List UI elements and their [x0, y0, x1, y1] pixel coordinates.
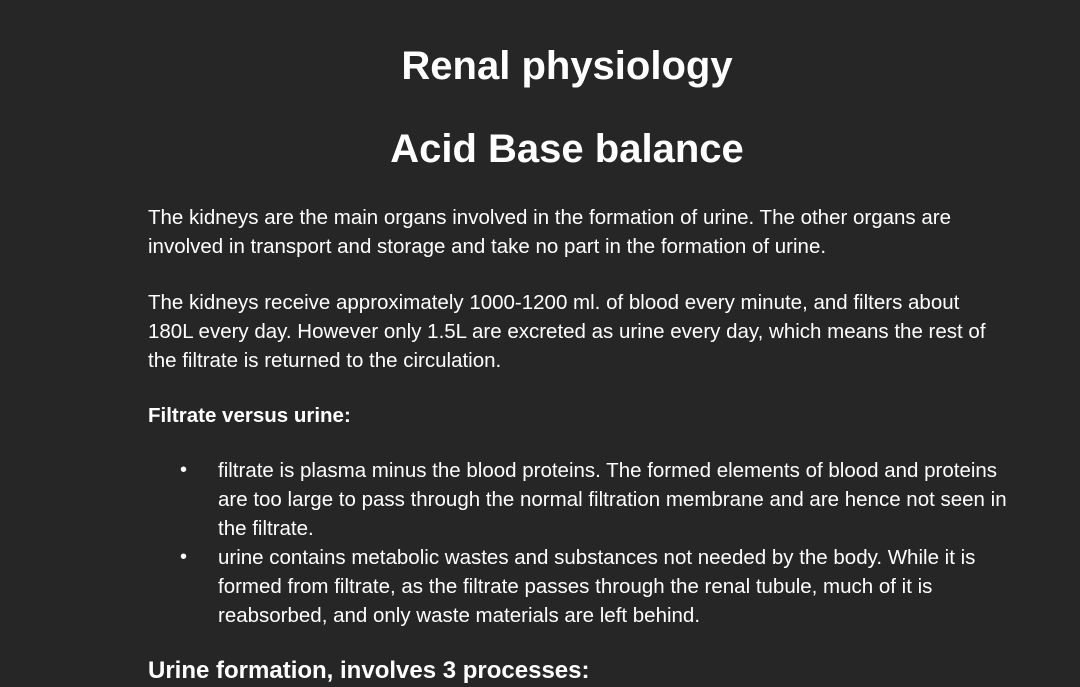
bullet-icon: • — [180, 459, 188, 481]
list-item — [148, 456, 1008, 543]
blood-flow-paragraph: The kidneys receive approximately 1000-1200 ml. of blood every minute, and filters about 180L every day. However only 1.5L are excreted as urine every day, which means the rest of the filtrate is returned to the circulation. — [148, 291, 986, 372]
intro-paragraph: The kidneys are the main organs involved in the formation of urine. The other organs are involved in transport and storage and take no part in the formation of urine. — [148, 206, 951, 258]
bullet-icon: • — [180, 546, 188, 568]
list-item-text: filtrate is plasma minus the blood proteins. The formed elements of blood and proteins are too large to pass through the normal filtration membrane and are hence not seen in the filtrate. — [218, 459, 1007, 540]
urine-formation-heading: Urine formation, involves 3 processes: — [148, 657, 590, 684]
list-item — [148, 543, 1008, 630]
bullet-list — [148, 456, 1008, 630]
document-subtitle: Acid Base balance — [390, 127, 744, 171]
document-title: Renal physiology — [401, 44, 733, 88]
section-heading: Filtrate versus urine: — [148, 404, 351, 427]
list-item-text: urine contains metabolic wastes and substances not needed by the body. While it is formed from filtrate, as the filtrate passes through the renal tubule, much of it is reabsorbed, and only waste materials are left behind. — [218, 546, 976, 627]
